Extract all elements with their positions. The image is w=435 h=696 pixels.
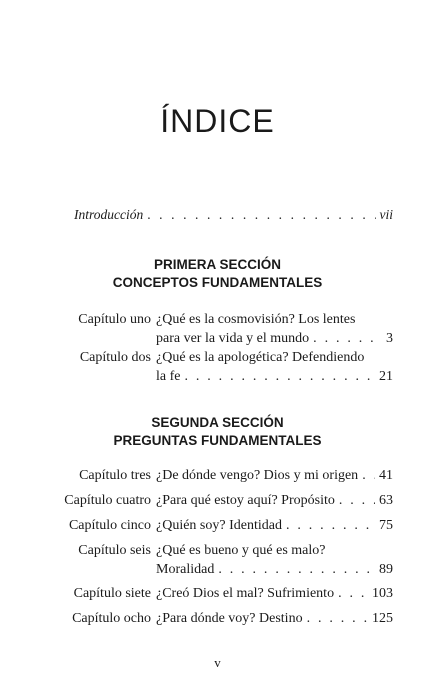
section-title: PREGUNTAS FUNDAMENTALES (113, 433, 322, 448)
chapter-title: ¿Para qué estoy aquí? Propósito (156, 493, 335, 508)
page-title: ÍNDICE (160, 103, 275, 139)
section-number: PRIMERA SECCIÓN (153, 257, 281, 272)
dot-leader (313, 329, 382, 348)
chapter-title: ¿Para dónde voy? Destino (156, 611, 303, 626)
chapter-label: Capítulo tres (79, 468, 151, 483)
chapter-title: ¿De dónde vengo? Dios y mi origen (156, 468, 359, 483)
dot-leader (218, 560, 375, 579)
chapter-label: Capítulo seis (78, 543, 151, 558)
chapter-label: Capítulo cinco (68, 518, 151, 533)
section-title: CONCEPTOS FUNDAMENTALES (112, 275, 323, 290)
section-heading-segunda (0, 414, 435, 450)
chapter-title-line1: ¿Qué es la cosmovisión? Los lentes (156, 312, 356, 327)
chapter-title-line2: la fe (156, 369, 181, 384)
chapter-label: Capítulo dos (79, 350, 151, 365)
chapter-label: Capítulo siete (73, 586, 151, 601)
dot-leader (339, 491, 375, 510)
chapter-page: 103 (372, 586, 393, 601)
chapter-page: 89 (379, 562, 393, 577)
section-heading-primera (0, 256, 435, 292)
dot-leader (338, 584, 368, 603)
chapter-title-line1: ¿Qué es la apologética? Defendiendo (156, 350, 365, 365)
chapter-page: 75 (379, 518, 393, 533)
chapter-label: Capítulo ocho (72, 611, 151, 626)
chapter-title-line1: ¿Qué es bueno y qué es malo? (156, 543, 326, 558)
introduction-label: Introducción (74, 207, 144, 222)
chapter-page: 125 (372, 611, 393, 626)
dot-leader (184, 367, 375, 386)
chapter-page: 21 (379, 369, 393, 384)
section-number: SEGUNDA SECCIÓN (151, 415, 284, 430)
dot-leader (147, 207, 375, 223)
chapter-title: ¿Creó Dios el mal? Sufrimiento (156, 586, 335, 601)
dot-leader (307, 609, 368, 628)
chapter-page: 3 (386, 331, 393, 346)
chapter-title: ¿Quién soy? Identidad (156, 518, 282, 533)
chapter-title-line2: Moralidad (156, 562, 215, 577)
dot-leader (286, 516, 375, 535)
chapter-page: 63 (379, 493, 393, 508)
chapter-title-line2: para ver la vida y el mundo (156, 331, 310, 346)
chapter-page: 41 (379, 468, 393, 483)
chapter-label: Capítulo cuatro (64, 493, 151, 508)
toc-entry-introduction (74, 207, 393, 223)
introduction-page: vii (379, 207, 393, 222)
page-number: v (214, 655, 221, 670)
chapter-label: Capítulo uno (78, 312, 151, 327)
dot-leader (362, 466, 375, 485)
